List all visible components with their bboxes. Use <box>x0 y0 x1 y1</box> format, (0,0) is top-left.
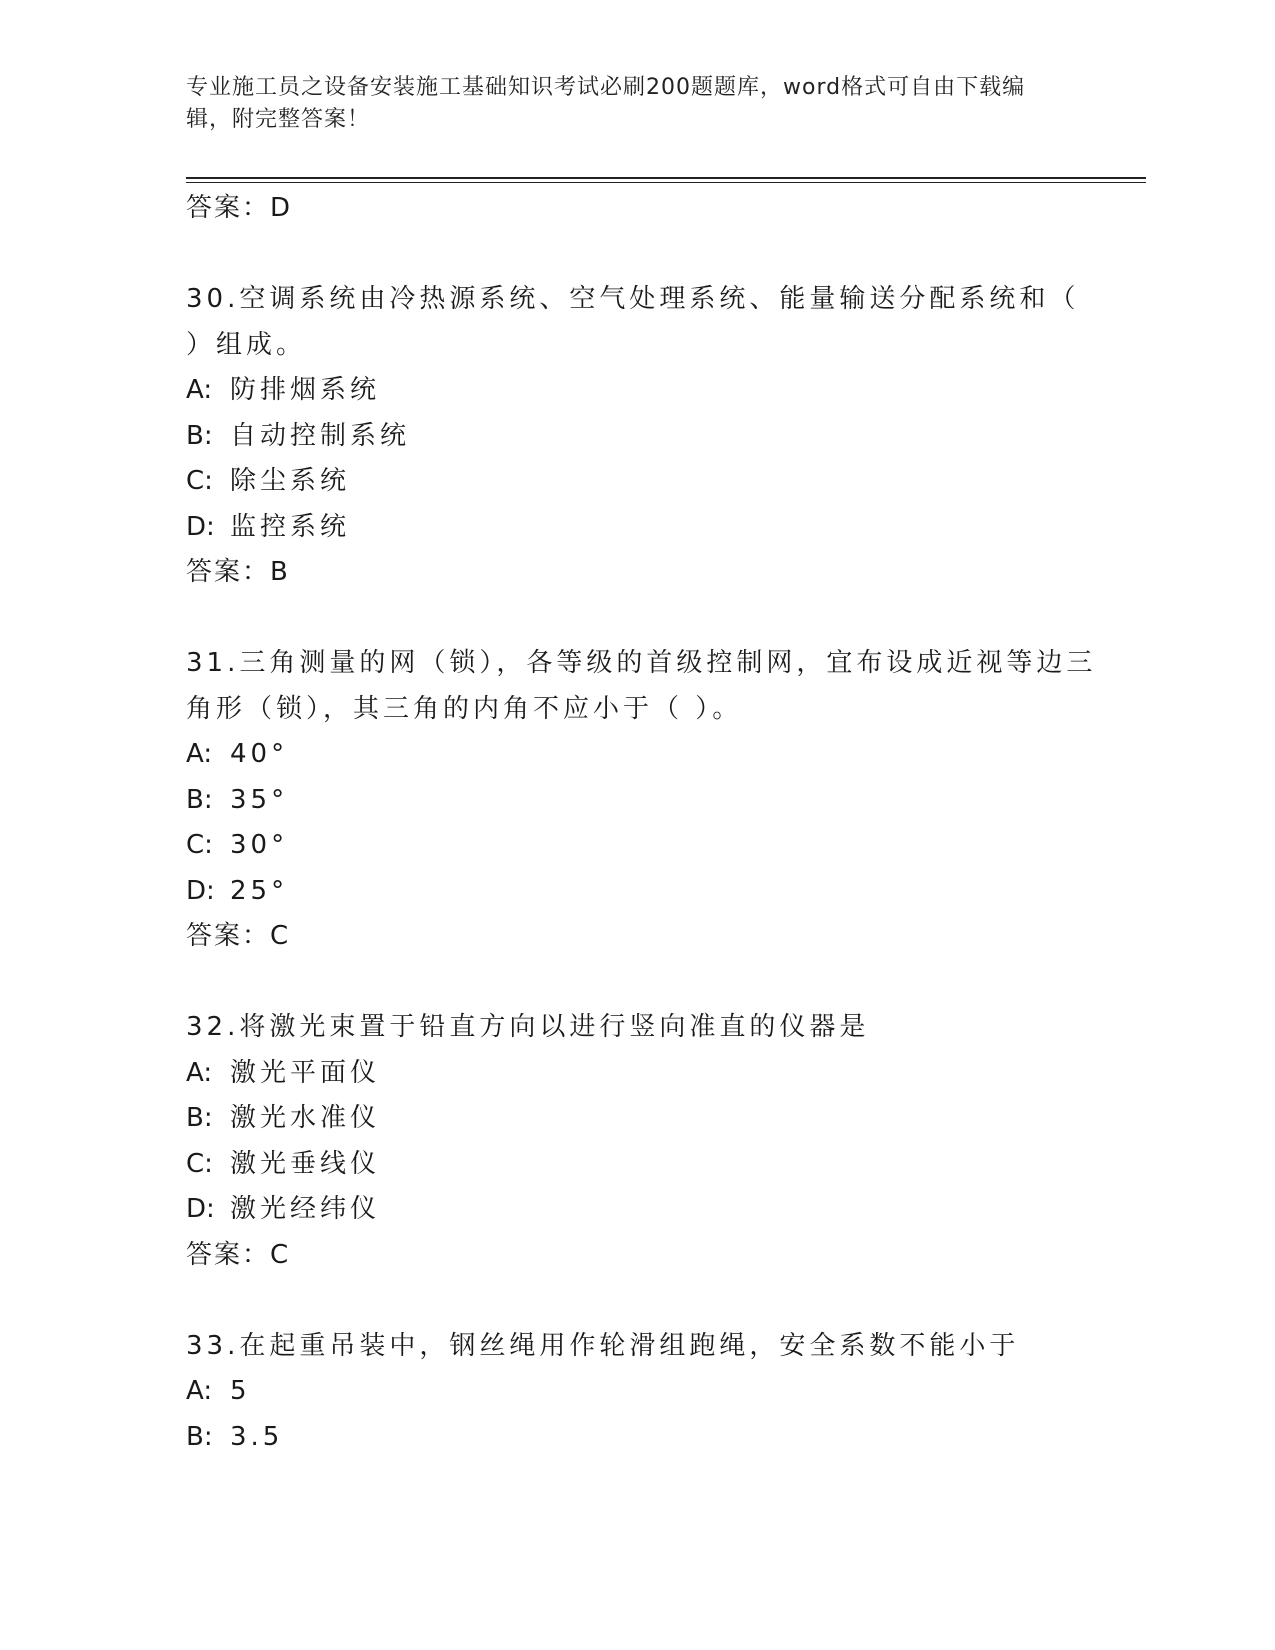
option-c <box>186 823 1086 869</box>
option-label: D: <box>186 511 215 542</box>
option-label: B: <box>186 1421 213 1452</box>
option-b <box>186 1096 1086 1142</box>
option-label: C: <box>186 1148 213 1179</box>
option-b <box>186 778 1086 824</box>
question-32 <box>186 1005 1086 1278</box>
option-text: 监控系统 <box>230 511 351 542</box>
answer: 答案：B <box>186 557 290 587</box>
answer: 答案：C <box>186 1239 291 1270</box>
option-text: 自动控制系统 <box>230 420 411 451</box>
spacer <box>186 232 1086 278</box>
spacer <box>186 1278 1086 1324</box>
option-label: D: <box>186 875 215 906</box>
option-b <box>186 1415 1086 1461</box>
question-text: 31.三角测量的网（锁），各等级的首级控制网，宜布设成近视等边三 <box>186 648 1097 678</box>
question-text: 33.在起重吊装中，钢丝绳用作轮滑组跑绳，安全系数不能小于 <box>186 1330 1020 1361</box>
question-text: 32.将激光束置于铅直方向以进行竖向准直的仪器是 <box>186 1012 870 1042</box>
option-text: 激光水准仪 <box>230 1103 381 1133</box>
question-31 <box>186 641 1097 960</box>
question-text-continued: 角形（锁），其三角的内角不应小于（ ）。 <box>186 693 743 724</box>
option-text: 激光垂线仪 <box>230 1148 381 1179</box>
option-label: A: <box>186 375 213 405</box>
option-label: A: <box>186 739 213 769</box>
question-33 <box>186 1324 1086 1461</box>
question-text-continued: ）组成。 <box>186 329 307 360</box>
option-c <box>186 1142 1086 1188</box>
question-30 <box>186 277 1086 596</box>
option-a <box>186 1051 1086 1097</box>
option-label: B: <box>186 784 213 815</box>
option-label: A: <box>186 1376 213 1406</box>
spacer <box>186 960 1086 1006</box>
option-d <box>186 1187 1086 1233</box>
option-text: 40° <box>230 739 289 769</box>
option-label: A: <box>186 1057 213 1088</box>
question-list <box>186 186 1097 1460</box>
header-divider <box>186 177 1146 183</box>
option-d <box>186 869 1086 915</box>
option-text: 除尘系统 <box>230 466 351 496</box>
option-label: B: <box>186 1103 213 1133</box>
spacer <box>186 596 1086 642</box>
option-text: 5 <box>230 1376 251 1406</box>
answer: 答案：C <box>186 921 291 951</box>
option-label: C: <box>186 830 213 860</box>
option-label: D: <box>186 1194 215 1224</box>
option-label: B: <box>186 420 213 451</box>
option-a <box>186 732 1086 778</box>
option-text: 3.5 <box>230 1421 284 1452</box>
option-b <box>186 414 1086 460</box>
option-text: 35° <box>230 784 289 815</box>
option-text: 激光平面仪 <box>230 1057 381 1088</box>
page-header: 专业施工员之设备安装施工基础知识考试必刷200题题库，word格式可自由下载编辑，附完整答案！ <box>186 75 1026 132</box>
option-label: C: <box>186 466 213 496</box>
previous-answer: 答案：D <box>186 193 293 223</box>
option-a <box>186 368 1086 414</box>
option-text: 防排烟系统 <box>230 375 381 405</box>
option-a <box>186 1369 1086 1415</box>
option-text: 25° <box>230 875 289 906</box>
option-d <box>186 505 1086 551</box>
option-text: 30° <box>230 830 289 860</box>
option-c <box>186 459 1086 505</box>
option-text: 激光经纬仪 <box>230 1194 381 1224</box>
question-text: 30.空调系统由冷热源系统、空气处理系统、能量输送分配系统和（ <box>186 284 1080 314</box>
